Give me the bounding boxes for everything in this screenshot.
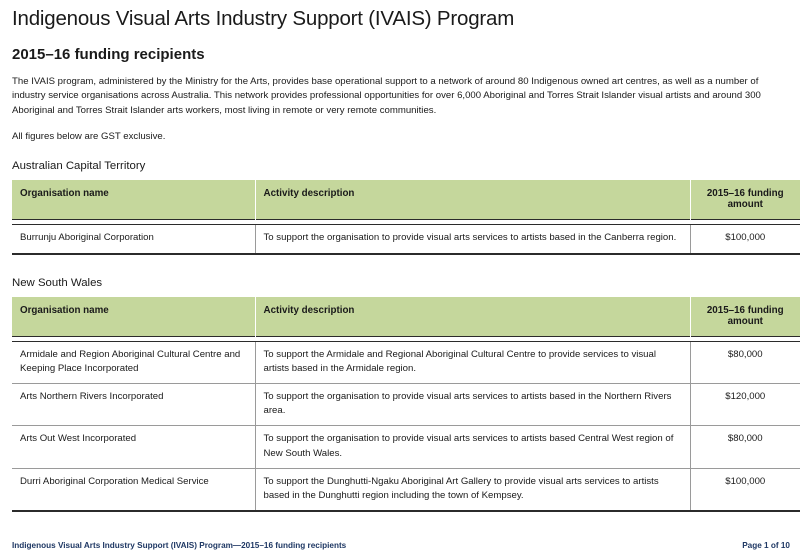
table-body bbox=[12, 225, 800, 254]
cell-amount: $120,000 bbox=[690, 384, 800, 426]
column-header-amount: 2015–16 funding amount bbox=[690, 180, 800, 220]
table-header-row bbox=[12, 180, 800, 220]
table-header-row bbox=[12, 297, 800, 337]
cell-amount: $100,000 bbox=[690, 225, 800, 254]
table-header bbox=[12, 180, 800, 225]
table-row bbox=[12, 341, 800, 383]
column-header-organisation: Organisation name bbox=[12, 297, 255, 337]
section-new-south-wales bbox=[12, 255, 800, 513]
cell-organisation: Armidale and Region Aboriginal Cultural Centre and Keeping Place Incorporated bbox=[12, 341, 255, 383]
funding-table-nsw bbox=[12, 297, 800, 513]
cell-activity: To support the organisation to provide visual arts services to artists based Central West region of New South Wales. bbox=[255, 426, 690, 468]
cell-organisation: Burrunju Aboriginal Corporation bbox=[12, 225, 255, 254]
intro-paragraph: The IVAIS program, administered by the Ministry for the Arts, provides base operational support to a network of around 80 Indigenous owned art centres, as well as a number of industry service organisations across Australia. This network provides professional opportunities for over 6,000 Aboriginal and Torres Strait Islander visual artists and around 300 Aboriginal and Torres Strait Islander arts workers, most living in remote or very remote communities. bbox=[12, 75, 761, 116]
cell-amount: $80,000 bbox=[727, 348, 763, 360]
cell-activity: To support the organisation to provide visual arts services to artists based in the Northern Rivers area. bbox=[255, 384, 690, 426]
column-header-organisation: Organisation name bbox=[12, 180, 255, 220]
table-body bbox=[12, 341, 800, 511]
column-header-activity: Activity description bbox=[255, 297, 690, 337]
state-heading: Australian Capital Territory bbox=[12, 160, 146, 173]
state-heading: New South Wales bbox=[12, 276, 103, 289]
cell-activity: To support the Armidale and Regional Aboriginal Cultural Centre to provide services to visual artists based in the Armidale region. bbox=[255, 341, 690, 383]
table-row bbox=[12, 426, 800, 468]
footer-document-label: Indigenous Visual Arts Industry Support (IVAIS) Program—2015–16 funding recipients bbox=[12, 541, 347, 550]
page-footer bbox=[12, 541, 790, 550]
cell-organisation: Durri Aboriginal Corporation Medical Service bbox=[12, 468, 255, 511]
table-row bbox=[12, 384, 800, 426]
cell-activity: To support the Dunghutti-Ngaku Aboriginal Art Gallery to provide visual arts services to artists based in the Dunghutti region including the town of Kempsey. bbox=[255, 468, 690, 511]
page-title: Indigenous Visual Arts Industry Support (IVAIS) Program bbox=[12, 7, 515, 30]
cell-activity: To support the organisation to provide visual arts services to artists based in the Canberra region. bbox=[255, 225, 690, 254]
footer-page-number: Page 1 of 10 bbox=[742, 541, 790, 550]
cell-organisation: Arts Out West Incorporated bbox=[12, 426, 255, 468]
table-header bbox=[12, 297, 800, 342]
table-row bbox=[12, 225, 800, 254]
column-header-activity: Activity description bbox=[255, 180, 690, 220]
cell-amount: $80,000 bbox=[690, 426, 800, 468]
gst-note: All figures below are GST exclusive. bbox=[12, 130, 166, 142]
column-header-amount: 2015–16 funding amount bbox=[690, 297, 800, 337]
cell-amount: $100,000 bbox=[690, 468, 800, 511]
cell-organisation: Arts Northern Rivers Incorporated bbox=[12, 384, 255, 426]
page-subtitle: 2015–16 funding recipients bbox=[12, 45, 205, 63]
funding-table-act bbox=[12, 180, 800, 254]
section-australian-capital-territory bbox=[12, 144, 800, 254]
table-row bbox=[12, 468, 800, 511]
